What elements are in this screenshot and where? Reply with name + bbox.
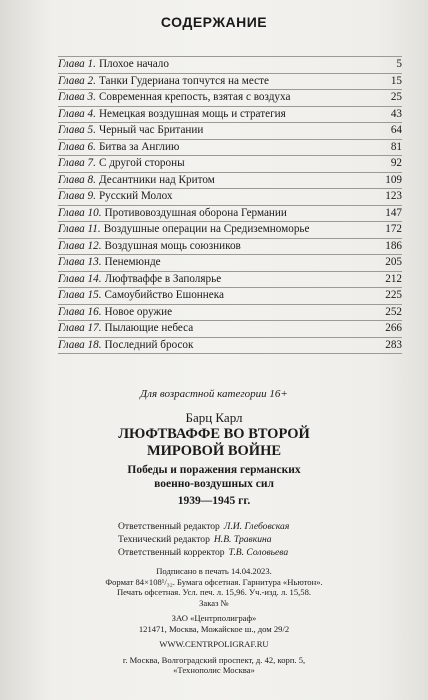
page-number: 5 [396,58,402,70]
chapter-title: Десантники над Критом [98,173,215,186]
toc-entry [58,338,402,355]
publisher-address: 121471, Москва, Можайское ш., дом 29/2 [138,623,290,634]
staff-name: Н.В. Травкина [213,534,272,545]
chapter-number: Глава 18. [58,338,102,351]
page-number: 25 [390,91,402,103]
page-number: 92 [390,157,402,169]
toc-entry [58,74,402,91]
staff-row [118,520,378,533]
book-years: 1939—1945 гг. [177,495,251,507]
toc-entry [58,255,402,272]
page-number: 147 [385,206,402,219]
imprint-print: Печать офсетная. Усл. печ. л. 15,96. Уч.-изд. л. 15,58. [116,587,312,597]
toc-entry [58,288,402,305]
chapter-title: Танки Гудериана топчутся на месте [98,74,269,87]
printer-name: «Технополис Москва» [173,665,255,675]
imprint-order: Заказ № [199,597,229,608]
chapter-number: Глава 15. [58,289,102,301]
toc-entry [58,305,402,322]
imprint-signed: Подписано в печать 14.04.2023. [156,566,272,576]
page-number: 283 [385,338,402,351]
chapter-number: Глава 7. [58,157,96,169]
page-number: 123 [385,190,402,202]
book-title-line: МИРОВОЙ ВОЙНЕ [146,443,282,459]
page-number: 109 [385,173,402,186]
subtitle-line: военно-воздушных сил [154,478,274,490]
editorial-staff [118,520,378,559]
page-number: 15 [390,74,402,87]
toc-entry [58,222,402,239]
publisher-website: WWW.CENTRPOLIGRAF.RU [159,639,269,649]
toc-entry [58,239,402,256]
staff-row [118,533,378,546]
toc-entry [58,140,402,157]
staff-role: Ответственный редактор [118,521,220,532]
chapter-title: Воздушные операции на Средиземноморье [103,223,310,235]
toc-heading: СОДЕРЖАНИЕ [160,14,268,30]
chapter-title: Плохое начало [98,58,169,70]
chapter-number: Глава 13. [58,256,102,268]
chapter-number: Глава 3. [58,91,96,103]
page-number: 266 [385,322,402,334]
page-number: 64 [390,124,402,136]
chapter-title: Люфтваффе в Заполярье [104,272,222,285]
chapter-title: Битва за Англию [98,140,180,153]
staff-name: Л.И. Глебовская [223,521,290,532]
page-number: 186 [385,239,402,252]
chapter-title: Самоубийство Ешоннека [104,289,224,301]
chapter-number: Глава 4. [58,107,96,120]
subtitle-line: Победы и поражения германских [127,464,301,476]
chapter-title: Русский Молох [98,190,173,202]
page-number: 212 [385,272,402,285]
table-of-contents [58,56,402,354]
book-subtitle [0,463,428,491]
chapter-title: Противовоздушная оборона Германии [104,206,287,219]
staff-role: Технический редактор [118,534,210,545]
chapter-title: Немецкая воздушная мощь и стратегия [98,107,286,120]
staff-row [118,546,378,559]
chapter-title: Воздушная мощь союзников [104,239,241,252]
chapter-number: Глава 11. [58,223,101,235]
page-number: 205 [385,256,402,268]
chapter-title: Современная крепость, взятая с воздуха [98,91,291,103]
toc-entry [58,90,402,107]
toc-entry [58,123,402,140]
toc-entry [58,173,402,190]
age-rating: Для возрастной категории 16+ [140,388,288,400]
chapter-number: Глава 2. [58,74,96,87]
chapter-number: Глава 16. [58,305,102,318]
chapter-number: Глава 14. [58,272,102,285]
chapter-number: Глава 9. [58,190,96,202]
book-title [0,426,428,460]
page-number: 225 [385,289,402,301]
page-number: 252 [385,305,402,318]
chapter-number: Глава 12. [58,239,102,252]
toc-entry [58,107,402,124]
chapter-number: Глава 10. [58,206,102,219]
printer-address: г. Москва, Волгоградский проспект, д. 42, корп. 5, [122,654,306,665]
publisher-name: ЗАО «Центрполиграф» [171,613,257,623]
chapter-number: Глава 6. [58,140,96,153]
imprint-block [0,566,428,676]
chapter-title: Черный час Британии [98,124,204,136]
toc-entry [58,321,402,338]
chapter-number: Глава 5. [58,124,96,136]
staff-role: Ответственный корректор [118,547,225,558]
chapter-title: Пенемюнде [104,256,161,268]
imprint-format: Формат 84×108¹/₃₂. Бумага офсетная. Гарнитура «Ньютон». [105,576,323,587]
toc-entry [58,189,402,206]
chapter-title: С другой стороны [98,157,185,169]
page-number: 81 [390,140,402,153]
toc-entry [58,272,402,289]
toc-entry [58,206,402,223]
chapter-number: Глава 17. [58,322,102,334]
chapter-title: Последний бросок [104,338,194,351]
author-name: Барц Карл [185,410,243,425]
page-number: 172 [385,223,402,235]
book-title-line: ЛЮФТВАФФЕ ВО ВТОРОЙ [118,426,310,442]
staff-name: Т.В. Соловьева [228,547,289,558]
toc-entry [58,56,402,74]
chapter-number: Глава 1. [58,58,96,70]
toc-entry [58,156,402,173]
page-number: 43 [390,107,402,120]
chapter-title: Новое оружие [104,305,173,318]
chapter-title: Пылающие небеса [104,322,194,334]
chapter-number: Глава 8. [58,173,96,186]
